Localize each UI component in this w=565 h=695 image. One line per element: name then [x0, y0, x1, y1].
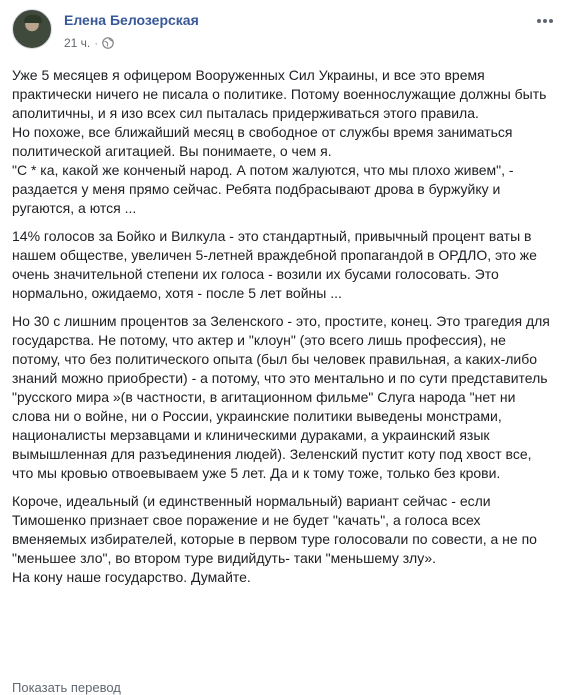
meta-separator: · [94, 36, 99, 50]
avatar-cap-shape [24, 15, 42, 23]
post-paragraph: Уже 5 месяцев я офицером Вооруженных Сил Украины, и все это время практически ничего не писала о политике. Потому военнослужащие должны быть аполитичны, и я изо всех сил пыталась придерживаться этого правила. Но похоже, все ближайший месяц в свободное от службы время заниматься политической агитацией. Вы понимаете, о чем я. "С * ка, какой же конченый народ. А потом жалуются, что мы плохо живем", - раздается у меня прямо сейчас. Ребята подбрасывают дрова в буржуйку и ругаются, а ются ... [12, 67, 547, 216]
post-body [12, 66, 554, 596]
author-name[interactable]: Елена Белозерская [64, 12, 199, 28]
user-avatar[interactable] [12, 9, 52, 49]
post-timestamp[interactable]: 21 ч. [64, 36, 91, 50]
globe-icon[interactable] [102, 37, 114, 49]
post-paragraph: 14% голосов за Бойко и Вилкула - это стандартный, привычный процент ваты в нашем обществе, увеличен 5-летней враждебной пропагандой в ОРДЛО, это же очень значительной степени их голоса - возили их бусами голосовать. Это нормально, ожидаемо, хотя - после 5 лет войны ... [12, 228, 537, 301]
post-paragraph: Но 30 с лишним процентов за Зеленского - это, простите, конец. Это трагедия для государства. Не потому, что актер и "клоун" (это всего лишь профессия), не потому, что без политического опыта (был бы человек правильная, а каких-либо знаний можно приобрести) - а потому, что это ментально и по сути представитель "русского мира »(в частности, в агитационном фильме" Слуга народа "нет ни слова ни о войне, ни о России, украинские политики выведены монстрами, националисты мерзавцами и клиническими дураками, а украинский язык вымышленная для разъединения людей). Зеленский пустит коту под хвост все, что мы кровью отвоевываем уже 5 лет. Да и к тому тоже, только без крови. [12, 313, 550, 481]
show-translation-link[interactable]: Показать перевод [12, 680, 121, 695]
post-paragraph: Короче, идеальный (и единственный нормальный) вариант сейчас - если Тимошенко признает свое поражение и не будет "качать", а голоса всех вменяемых избирателей, которые в первом туре голосовали по совести, а не по "меньшее зло", во втором туре видийдуть- таки "меньшему злу». На кону наше государство. Думайте. [12, 493, 537, 585]
post-meta [64, 36, 114, 50]
post-header [12, 9, 557, 57]
more-options-icon[interactable] [533, 11, 557, 31]
